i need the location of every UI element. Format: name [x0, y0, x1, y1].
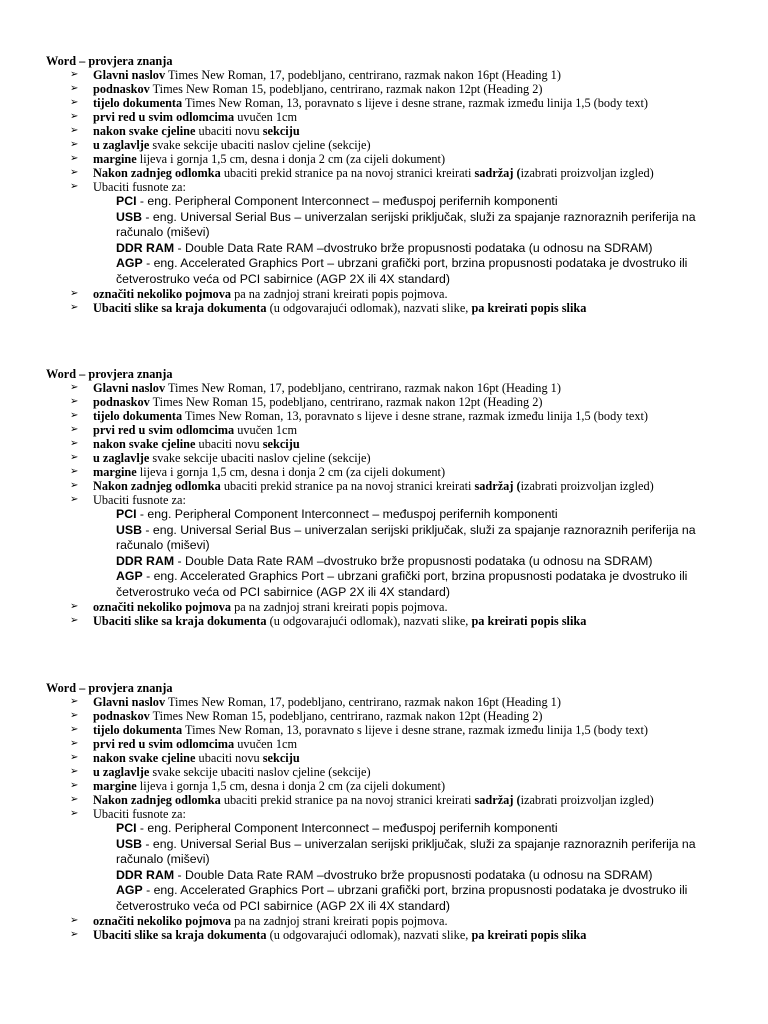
task-keyword: sadržaj ( [474, 479, 521, 493]
arrow-bullet-icon: ➢ [70, 302, 79, 313]
task-text: lijeva i gornja 1,5 cm, desna i donja 2 cm (za cijeli dokument) [136, 465, 446, 479]
arrow-bullet-icon: ➢ [70, 696, 79, 707]
term-description: - eng. Universal Serial Bus – univerzalan serijski priključak, služi za spajanje raznoraznih periferija na računalo (miševi) [116, 522, 696, 552]
task-text: izabrati proizvoljan izgled) [520, 479, 654, 493]
task-keyword: Nakon zadnjeg odlomka [93, 166, 221, 180]
task-text: Times New Roman 15, podebljano, centrirano, razmak nakon 12pt (Heading 2) [149, 82, 543, 96]
task-item [46, 96, 736, 110]
task-text: lijeva i gornja 1,5 cm, desna i donja 2 cm (za cijeli dokument) [136, 152, 446, 166]
task-text: ubaciti novu [195, 437, 263, 451]
task-keyword: nakon svake cjeline [93, 751, 196, 765]
term-name: DDR RAM [116, 553, 175, 568]
task-keyword: Glavni naslov [93, 68, 166, 82]
task-item [46, 381, 736, 395]
arrow-bullet-icon: ➢ [70, 710, 79, 721]
term-name: PCI [116, 194, 137, 208]
term-name: DDR RAM [116, 867, 175, 882]
term-name: AGP [116, 256, 143, 270]
task-keyword: označiti nekoliko pojmova [93, 287, 232, 301]
task-keyword: tijelo dokumenta [93, 96, 183, 110]
task-item [46, 166, 736, 180]
footnote-term [46, 210, 736, 241]
term-description: - eng. Universal Serial Bus – univerzalan serijski priključak, služi za spajanje raznoraznih periferija na računalo (miševi) [116, 836, 696, 866]
task-keyword: Nakon zadnjeg odlomka [93, 793, 221, 807]
term-name: AGP [116, 569, 143, 583]
arrow-bullet-icon: ➢ [70, 915, 79, 926]
task-text: Ubaciti fusnote za: [93, 493, 186, 507]
task-text: pa na zadnjoj strani kreirati popis pojmova. [231, 914, 448, 928]
exercise-block-2 [46, 367, 736, 628]
task-text: Times New Roman, 17, podebljano, centrirano, razmak nakon 16pt (Heading 1) [165, 68, 561, 82]
task-item [46, 479, 736, 493]
task-keyword: sekciju [262, 751, 300, 765]
arrow-bullet-icon: ➢ [70, 410, 79, 421]
arrow-bullet-icon: ➢ [70, 97, 79, 108]
task-keyword: sekciju [262, 124, 300, 138]
task-keyword: pa kreirati popis slika [471, 301, 587, 315]
task-keyword: margine [93, 152, 137, 166]
term-description: - eng. Universal Serial Bus – univerzalan serijski priključak, služi za spajanje raznoraznih periferija na računalo (miševi) [116, 209, 696, 239]
task-item [46, 82, 736, 96]
term-description: - eng. Peripheral Component Interconnect – međuspoj perifernih komponenti [136, 821, 558, 835]
task-keyword: Ubaciti slike sa kraja dokumenta [93, 301, 267, 315]
task-text: ubaciti novu [195, 751, 263, 765]
task-keyword: prvi red u svim odlomcima [93, 110, 235, 124]
footnote-term [46, 554, 736, 570]
term-name: USB [116, 836, 142, 851]
task-text: svake sekcije ubaciti naslov cjeline (sekcije) [149, 451, 371, 465]
task-item [46, 765, 736, 779]
task-text: ubaciti prekid stranice pa na novoj stranici kreirati [220, 793, 475, 807]
task-item [46, 301, 736, 315]
arrow-bullet-icon: ➢ [70, 396, 79, 407]
task-keyword: tijelo dokumenta [93, 409, 183, 423]
arrow-bullet-icon: ➢ [70, 766, 79, 777]
task-item [46, 737, 736, 751]
footnote-term [46, 569, 736, 600]
task-text: lijeva i gornja 1,5 cm, desna i donja 2 cm (za cijeli dokument) [136, 779, 446, 793]
task-text: Times New Roman, 17, podebljano, centrirano, razmak nakon 16pt (Heading 1) [165, 695, 561, 709]
task-text: Times New Roman 15, podebljano, centrirano, razmak nakon 12pt (Heading 2) [149, 709, 543, 723]
task-keyword: Ubaciti slike sa kraja dokumenta [93, 928, 267, 942]
task-item [46, 614, 736, 628]
task-keyword: margine [93, 465, 137, 479]
task-keyword: pa kreirati popis slika [471, 614, 587, 628]
arrow-bullet-icon: ➢ [70, 424, 79, 435]
task-item [46, 152, 736, 166]
arrow-bullet-icon: ➢ [70, 752, 79, 763]
task-item [46, 451, 736, 465]
task-item [46, 695, 736, 709]
task-keyword: pa kreirati popis slika [471, 928, 587, 942]
footnote-term [46, 523, 736, 554]
arrow-bullet-icon: ➢ [70, 780, 79, 791]
task-keyword: tijelo dokumenta [93, 723, 183, 737]
arrow-bullet-icon: ➢ [70, 929, 79, 940]
task-text: Times New Roman, 13, poravnato s lijeve i desne strane, razmak između linija 1,5 (body text) [182, 96, 648, 110]
task-keyword: Nakon zadnjeg odlomka [93, 479, 221, 493]
task-text: svake sekcije ubaciti naslov cjeline (sekcije) [149, 765, 371, 779]
task-keyword: označiti nekoliko pojmova [93, 600, 232, 614]
task-text: (u odgovarajući odlomak), nazvati slike, [266, 301, 472, 315]
footnote-term [46, 868, 736, 884]
arrow-bullet-icon: ➢ [70, 438, 79, 449]
task-item [46, 914, 736, 928]
term-description: - Double Data Rate RAM –dvostruko brže propusnosti podataka (u odnosu na SDRAM) [174, 240, 653, 255]
task-item [46, 465, 736, 479]
task-text: pa na zadnjoj strani kreirati popis pojmova. [231, 600, 448, 614]
task-item [46, 709, 736, 723]
task-text: Ubaciti fusnote za: [93, 180, 186, 194]
footnote-term [46, 883, 736, 914]
task-text: Ubaciti fusnote za: [93, 807, 186, 821]
task-item [46, 723, 736, 737]
footnote-term [46, 241, 736, 257]
task-item [46, 180, 736, 194]
arrow-bullet-icon: ➢ [70, 466, 79, 477]
task-item [46, 779, 736, 793]
footnote-term [46, 194, 736, 210]
exercise-block-1 [46, 54, 736, 315]
task-keyword: sadržaj ( [474, 793, 521, 807]
arrow-bullet-icon: ➢ [70, 167, 79, 178]
arrow-bullet-icon: ➢ [70, 494, 79, 505]
task-text: Times New Roman, 13, poravnato s lijeve i desne strane, razmak između linija 1,5 (body text) [182, 723, 648, 737]
term-name: USB [116, 522, 142, 537]
footnote-term [46, 256, 736, 287]
task-text: Times New Roman, 13, poravnato s lijeve i desne strane, razmak između linija 1,5 (body text) [182, 409, 648, 423]
task-item [46, 423, 736, 437]
task-item [46, 807, 736, 821]
task-item [46, 493, 736, 507]
task-item [46, 110, 736, 124]
task-keyword: Glavni naslov [93, 381, 166, 395]
task-item [46, 124, 736, 138]
footnote-term [46, 837, 736, 868]
arrow-bullet-icon: ➢ [70, 480, 79, 491]
task-item [46, 138, 736, 152]
task-item [46, 68, 736, 82]
arrow-bullet-icon: ➢ [70, 139, 79, 150]
arrow-bullet-icon: ➢ [70, 724, 79, 735]
term-description: - eng. Peripheral Component Interconnect – međuspoj perifernih komponenti [136, 194, 558, 208]
task-text: (u odgovarajući odlomak), nazvati slike, [266, 614, 472, 628]
task-text: uvučen 1cm [234, 737, 298, 751]
task-item [46, 793, 736, 807]
task-text: izabrati proizvoljan izgled) [520, 793, 654, 807]
footnote-term [46, 821, 736, 837]
arrow-bullet-icon: ➢ [70, 288, 79, 299]
arrow-bullet-icon: ➢ [70, 111, 79, 122]
arrow-bullet-icon: ➢ [70, 125, 79, 136]
term-description: - Double Data Rate RAM –dvostruko brže propusnosti podataka (u odnosu na SDRAM) [174, 867, 653, 882]
task-item [46, 751, 736, 765]
arrow-bullet-icon: ➢ [70, 615, 79, 626]
task-item [46, 928, 736, 942]
arrow-bullet-icon: ➢ [70, 69, 79, 80]
task-keyword: podnaskov [93, 395, 150, 409]
term-name: PCI [116, 821, 137, 835]
arrow-bullet-icon: ➢ [70, 83, 79, 94]
arrow-bullet-icon: ➢ [70, 601, 79, 612]
task-keyword: u zaglavlje [93, 451, 150, 465]
task-text: ubaciti novu [195, 124, 263, 138]
task-keyword: podnaskov [93, 82, 150, 96]
task-text: ubaciti prekid stranice pa na novoj stranici kreirati [220, 479, 475, 493]
task-keyword: sadržaj ( [474, 166, 521, 180]
term-description: - eng. Accelerated Graphics Port – ubrzani grafički port, brzina propusnosti podataka je dvostruko ili četverostruko veća od PCI sabirnice (AGP 2X ili 4X standard) [116, 256, 688, 286]
task-item [46, 437, 736, 451]
term-description: - eng. Accelerated Graphics Port – ubrzani grafički port, brzina propusnosti podataka je dvostruko ili četverostruko veća od PCI sabirnice (AGP 2X ili 4X standard) [116, 569, 688, 599]
task-text: pa na zadnjoj strani kreirati popis pojmova. [231, 287, 448, 301]
task-keyword: prvi red u svim odlomcima [93, 423, 235, 437]
exercise-title: Word – provjera znanja [46, 54, 173, 68]
task-keyword: nakon svake cjeline [93, 437, 196, 451]
task-keyword: nakon svake cjeline [93, 124, 196, 138]
exercise-title: Word – provjera znanja [46, 367, 173, 381]
task-keyword: Glavni naslov [93, 695, 166, 709]
task-text: Times New Roman 15, podebljano, centrirano, razmak nakon 12pt (Heading 2) [149, 395, 543, 409]
term-description: - eng. Accelerated Graphics Port – ubrzani grafički port, brzina propusnosti podataka je dvostruko ili četverostruko veća od PCI sabirnice (AGP 2X ili 4X standard) [116, 883, 688, 913]
term-description: - eng. Peripheral Component Interconnect – međuspoj perifernih komponenti [136, 507, 558, 521]
task-item [46, 600, 736, 614]
task-text: uvučen 1cm [234, 423, 298, 437]
term-name: DDR RAM [116, 240, 175, 255]
task-keyword: označiti nekoliko pojmova [93, 914, 232, 928]
arrow-bullet-icon: ➢ [70, 738, 79, 749]
exercise-title: Word – provjera znanja [46, 681, 173, 695]
exercise-block-3 [46, 681, 736, 942]
task-item [46, 287, 736, 301]
task-keyword: u zaglavlje [93, 138, 150, 152]
task-text: ubaciti prekid stranice pa na novoj stranici kreirati [220, 166, 475, 180]
arrow-bullet-icon: ➢ [70, 794, 79, 805]
task-item [46, 395, 736, 409]
task-keyword: podnaskov [93, 709, 150, 723]
task-item [46, 409, 736, 423]
task-text: izabrati proizvoljan izgled) [520, 166, 654, 180]
term-description: - Double Data Rate RAM –dvostruko brže propusnosti podataka (u odnosu na SDRAM) [174, 553, 653, 568]
task-text: svake sekcije ubaciti naslov cjeline (sekcije) [149, 138, 371, 152]
task-keyword: Ubaciti slike sa kraja dokumenta [93, 614, 267, 628]
arrow-bullet-icon: ➢ [70, 808, 79, 819]
arrow-bullet-icon: ➢ [70, 153, 79, 164]
task-keyword: u zaglavlje [93, 765, 150, 779]
task-keyword: margine [93, 779, 137, 793]
task-keyword: prvi red u svim odlomcima [93, 737, 235, 751]
task-text: uvučen 1cm [234, 110, 298, 124]
task-keyword: sekciju [262, 437, 300, 451]
task-text: Times New Roman, 17, podebljano, centrirano, razmak nakon 16pt (Heading 1) [165, 381, 561, 395]
arrow-bullet-icon: ➢ [70, 382, 79, 393]
term-name: PCI [116, 507, 137, 521]
term-name: USB [116, 209, 142, 224]
arrow-bullet-icon: ➢ [70, 181, 79, 192]
arrow-bullet-icon: ➢ [70, 452, 79, 463]
footnote-term [46, 507, 736, 523]
task-text: (u odgovarajući odlomak), nazvati slike, [266, 928, 472, 942]
term-name: AGP [116, 883, 143, 897]
